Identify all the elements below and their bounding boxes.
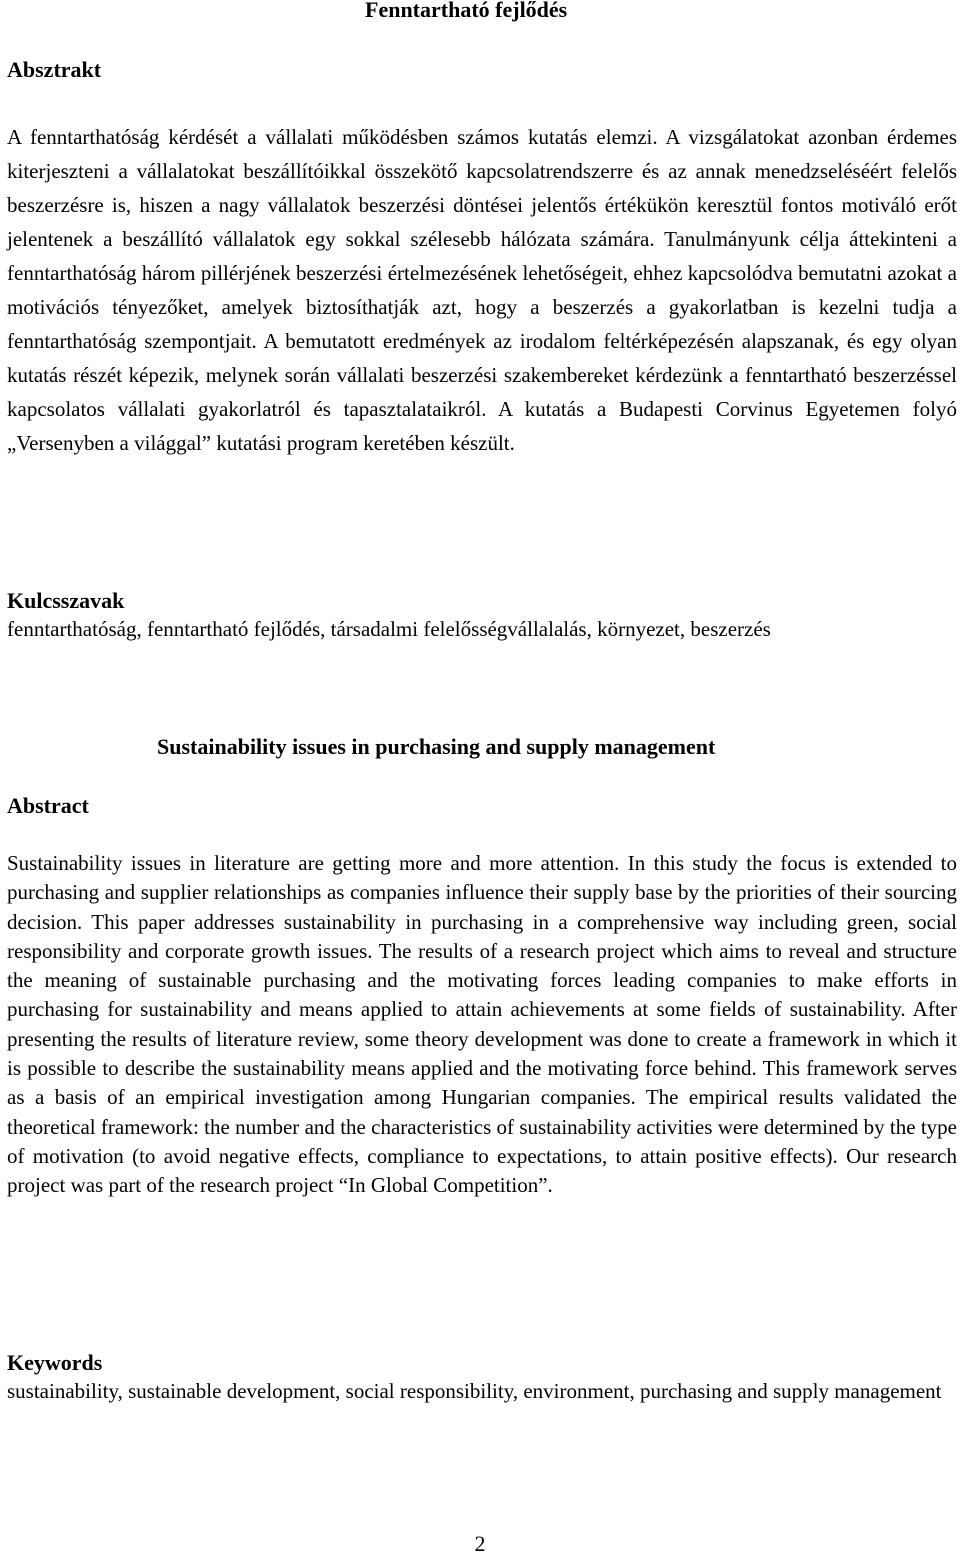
en-title: Sustainability issues in purchasing and supply management (157, 734, 716, 759)
en-keywords-heading: Keywords (7, 1350, 103, 1375)
hu-keywords-heading: Kulcsszavak (7, 588, 125, 613)
en-abstract-heading: Abstract (7, 793, 89, 818)
page-number: 2 (474, 1531, 486, 1556)
hu-keywords-text: fenntarthatóság, fenntartható fejlődés, társadalmi felelősségvállalalás, környezet, beszerzés (7, 617, 771, 641)
hu-abstract-heading: Absztrakt (7, 57, 102, 82)
hu-abstract-text: A fenntarthatóság kérdését a vállalati működésben számos kutatás elemzi. A vizsgálatokat azonban érdemes kiterjeszteni a vállalatokat beszállítóikkal összekötő kapcsolatrendszerre és az annak menedzseléséért felelős beszerzésre is, hiszen a nagy vállalatok beszerzési döntései jelentős értékükön keresztül fontos motiváló erőt jelentenek a beszállító vállalatok egy sokkal szélesebb hálózata számára. Tanulmányunk célja áttekinteni a fenntarthatóság három pillérjének beszerzési értelmezésének lehetőségeit, ehhez kapcsolódva bemutatni azokat a motivációs tényezőket, amelyek biztosíthatják azt, hogy a beszerzés a gyakorlatban is kezelni tudja a fenntarthatóság szempontjait. A bemutatott eredmények az irodalom feltérképezésén alapszanak, és egy olyan kutatás részét képezik, melynek során vállalati beszerzési szakembereket kérdezünk a fenntartható beszerzéssel kapcsolatos vállalati gyakorlatról és tapasztalataikról. A kutatás a Budapesti Corvinus Egyetemen folyó „Versenyben a világgal” kutatási program keretében készült. (7, 125, 957, 455)
en-abstract-text: Sustainability issues in literature are getting more and more attention. In this study the focus is extended to purchasing and supplier relationships as companies influence their supply base by the priorities of their sourcing decision. This paper addresses sustainability in purchasing in a comprehensive way including green, social responsibility and corporate growth issues. The results of a research project which aims to reveal and structure the meaning of sustainable purchasing and the motivating forces leading companies to make efforts in purchasing for sustainability and means applied to attain achievements at some fields of sustainability. After presenting the results of literature review, some theory development was done to create a framework in which it is possible to describe the sustainability means applied and the motivating force behind. This framework serves as a basis of an empirical investigation among Hungarian companies. The empirical results validated the theoretical framework: the number and the characteristics of sustainability activities were determined by the type of motivation (to avoid negative effects, compliance to expectations, to attain positive effects). Our research project was part of the research project “In Global Competition”. (7, 851, 957, 1198)
hu-title: Fenntartható fejlődés (365, 0, 568, 22)
en-keywords-text: sustainability, sustainable development, social responsibility, environment, purchasing and supply management (7, 1379, 942, 1403)
